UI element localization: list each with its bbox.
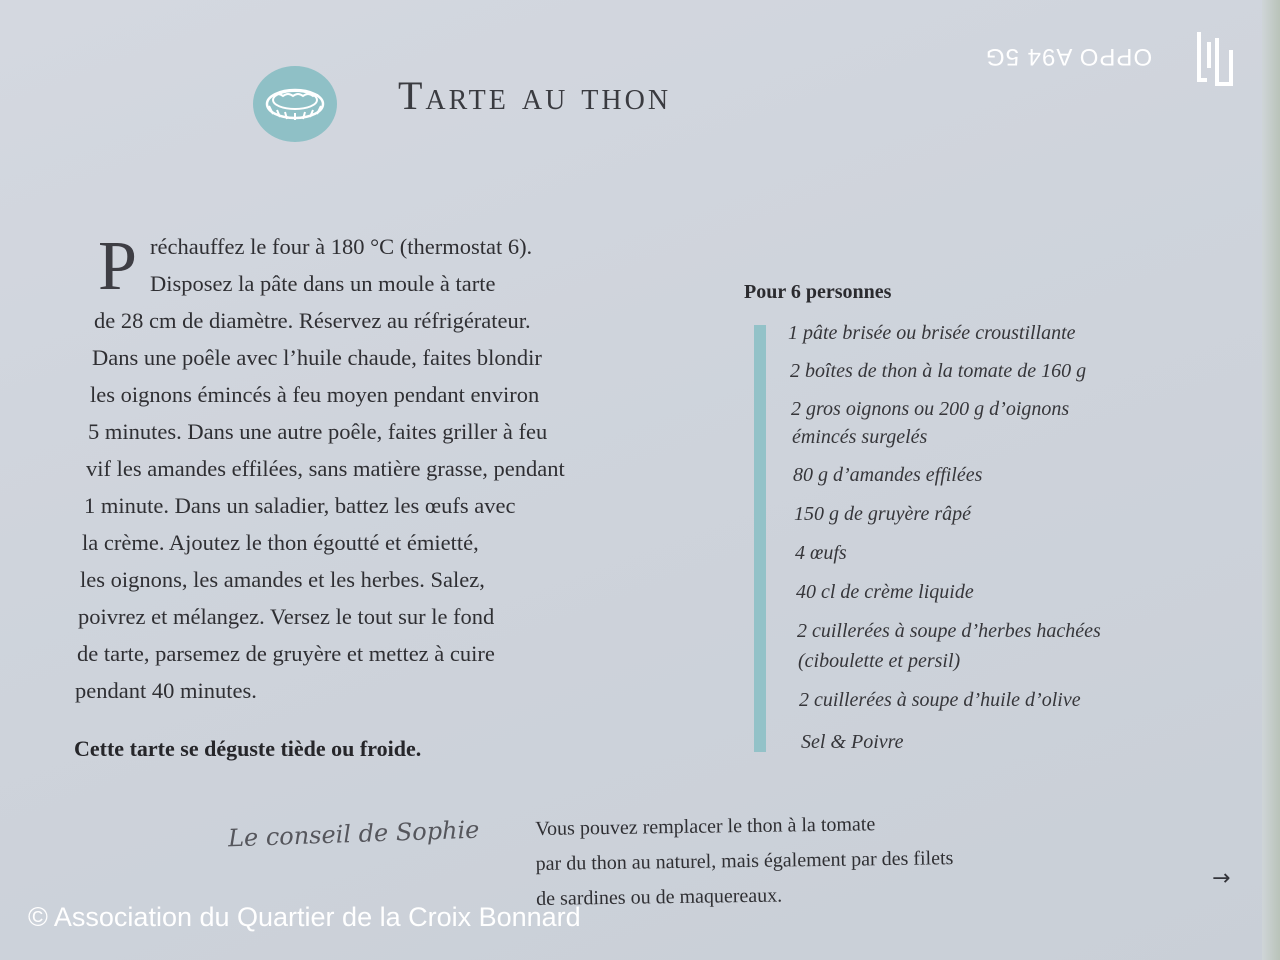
instruction-line: poivrez et mélangez. Versez le tout sur le fond [78,604,495,629]
instruction-line: Dans une poêle avec l’huile chaude, faites blondir [92,345,542,370]
ingredient-item: 2 cuillerées à soupe d’huile d’olive [799,689,1081,711]
instruction-line: les oignons, les amandes et les herbes. Salez, [80,567,485,592]
conseil-line: par du thon au naturel, mais également par des filets [535,847,954,875]
instruction-line: de 28 cm de diamètre. Réservez au réfrigérateur. [94,308,531,333]
ingredient-item: 2 cuillerées à soupe d’herbes hachées [797,620,1101,642]
instruction-line: vif les amandes effilées, sans matière grasse, pendant [86,456,565,481]
instruction-line: la crème. Ajoutez le thon égoutté et émietté, [82,530,479,555]
ingredient-item: 2 gros oignons ou 200 g d’oignons [791,398,1070,420]
instruction-line: les oignons émincés à feu moyen pendant environ [90,382,540,407]
page-edge [1262,0,1280,960]
instruction-line: réchauffez le four à 180 °C (thermostat 6). [150,234,533,259]
instruction-line: 1 minute. Dans un saladier, battez les œufs avec [84,493,516,518]
instruction-line: pendant 40 minutes. [75,678,257,703]
ingredient-item: 80 g d’amandes effilées [793,464,983,486]
servings-heading: Pour 6 personnes [744,281,892,303]
ingredient-item: 1 pâte brisée ou brisée croustillante [788,322,1076,344]
copyright-watermark: © Association du Quartier de la Croix Bonnard [28,902,581,932]
instruction-line: Disposez la pâte dans un moule à tarte [150,271,496,296]
camera-brand-icon [1195,28,1235,88]
recipe-title: Tarte au thon [398,73,672,118]
ingredient-item: 4 œufs [795,542,847,564]
serving-tip: Cette tarte se déguste tiède ou froide. [74,736,422,761]
conseil-line: Vous pouvez remplacer le thon à la tomate [535,813,876,840]
drop-cap: P [98,228,137,305]
page-turn-arrow-icon: → [1212,866,1231,891]
recipe-instructions [72,228,672,709]
ingredients-accent-bar [754,325,766,752]
conseil-line: de sardines ou de maquereaux. [536,884,783,910]
ingredient-item: 2 boîtes de thon à la tomate de 160 g [790,360,1087,382]
ingredient-item: 40 cl de crème liquide [796,581,974,603]
ingredient-item: (ciboulette et persil) [798,650,961,672]
ingredient-item: Sel & Poivre [801,731,904,753]
conseil-text [535,806,954,917]
ingredient-item: émincés surgelés [792,426,928,448]
instruction-line: 5 minutes. Dans une autre poêle, faites griller à feu [88,419,548,444]
tart-icon [253,66,337,142]
conseil-label: Le conseil de Sophie [227,815,480,853]
instruction-line: de tarte, parsemez de gruyère et mettez à cuire [77,641,495,666]
device-watermark: OPPO A94 5G [985,43,1153,70]
ingredient-item: 150 g de gruyère râpé [794,503,971,525]
